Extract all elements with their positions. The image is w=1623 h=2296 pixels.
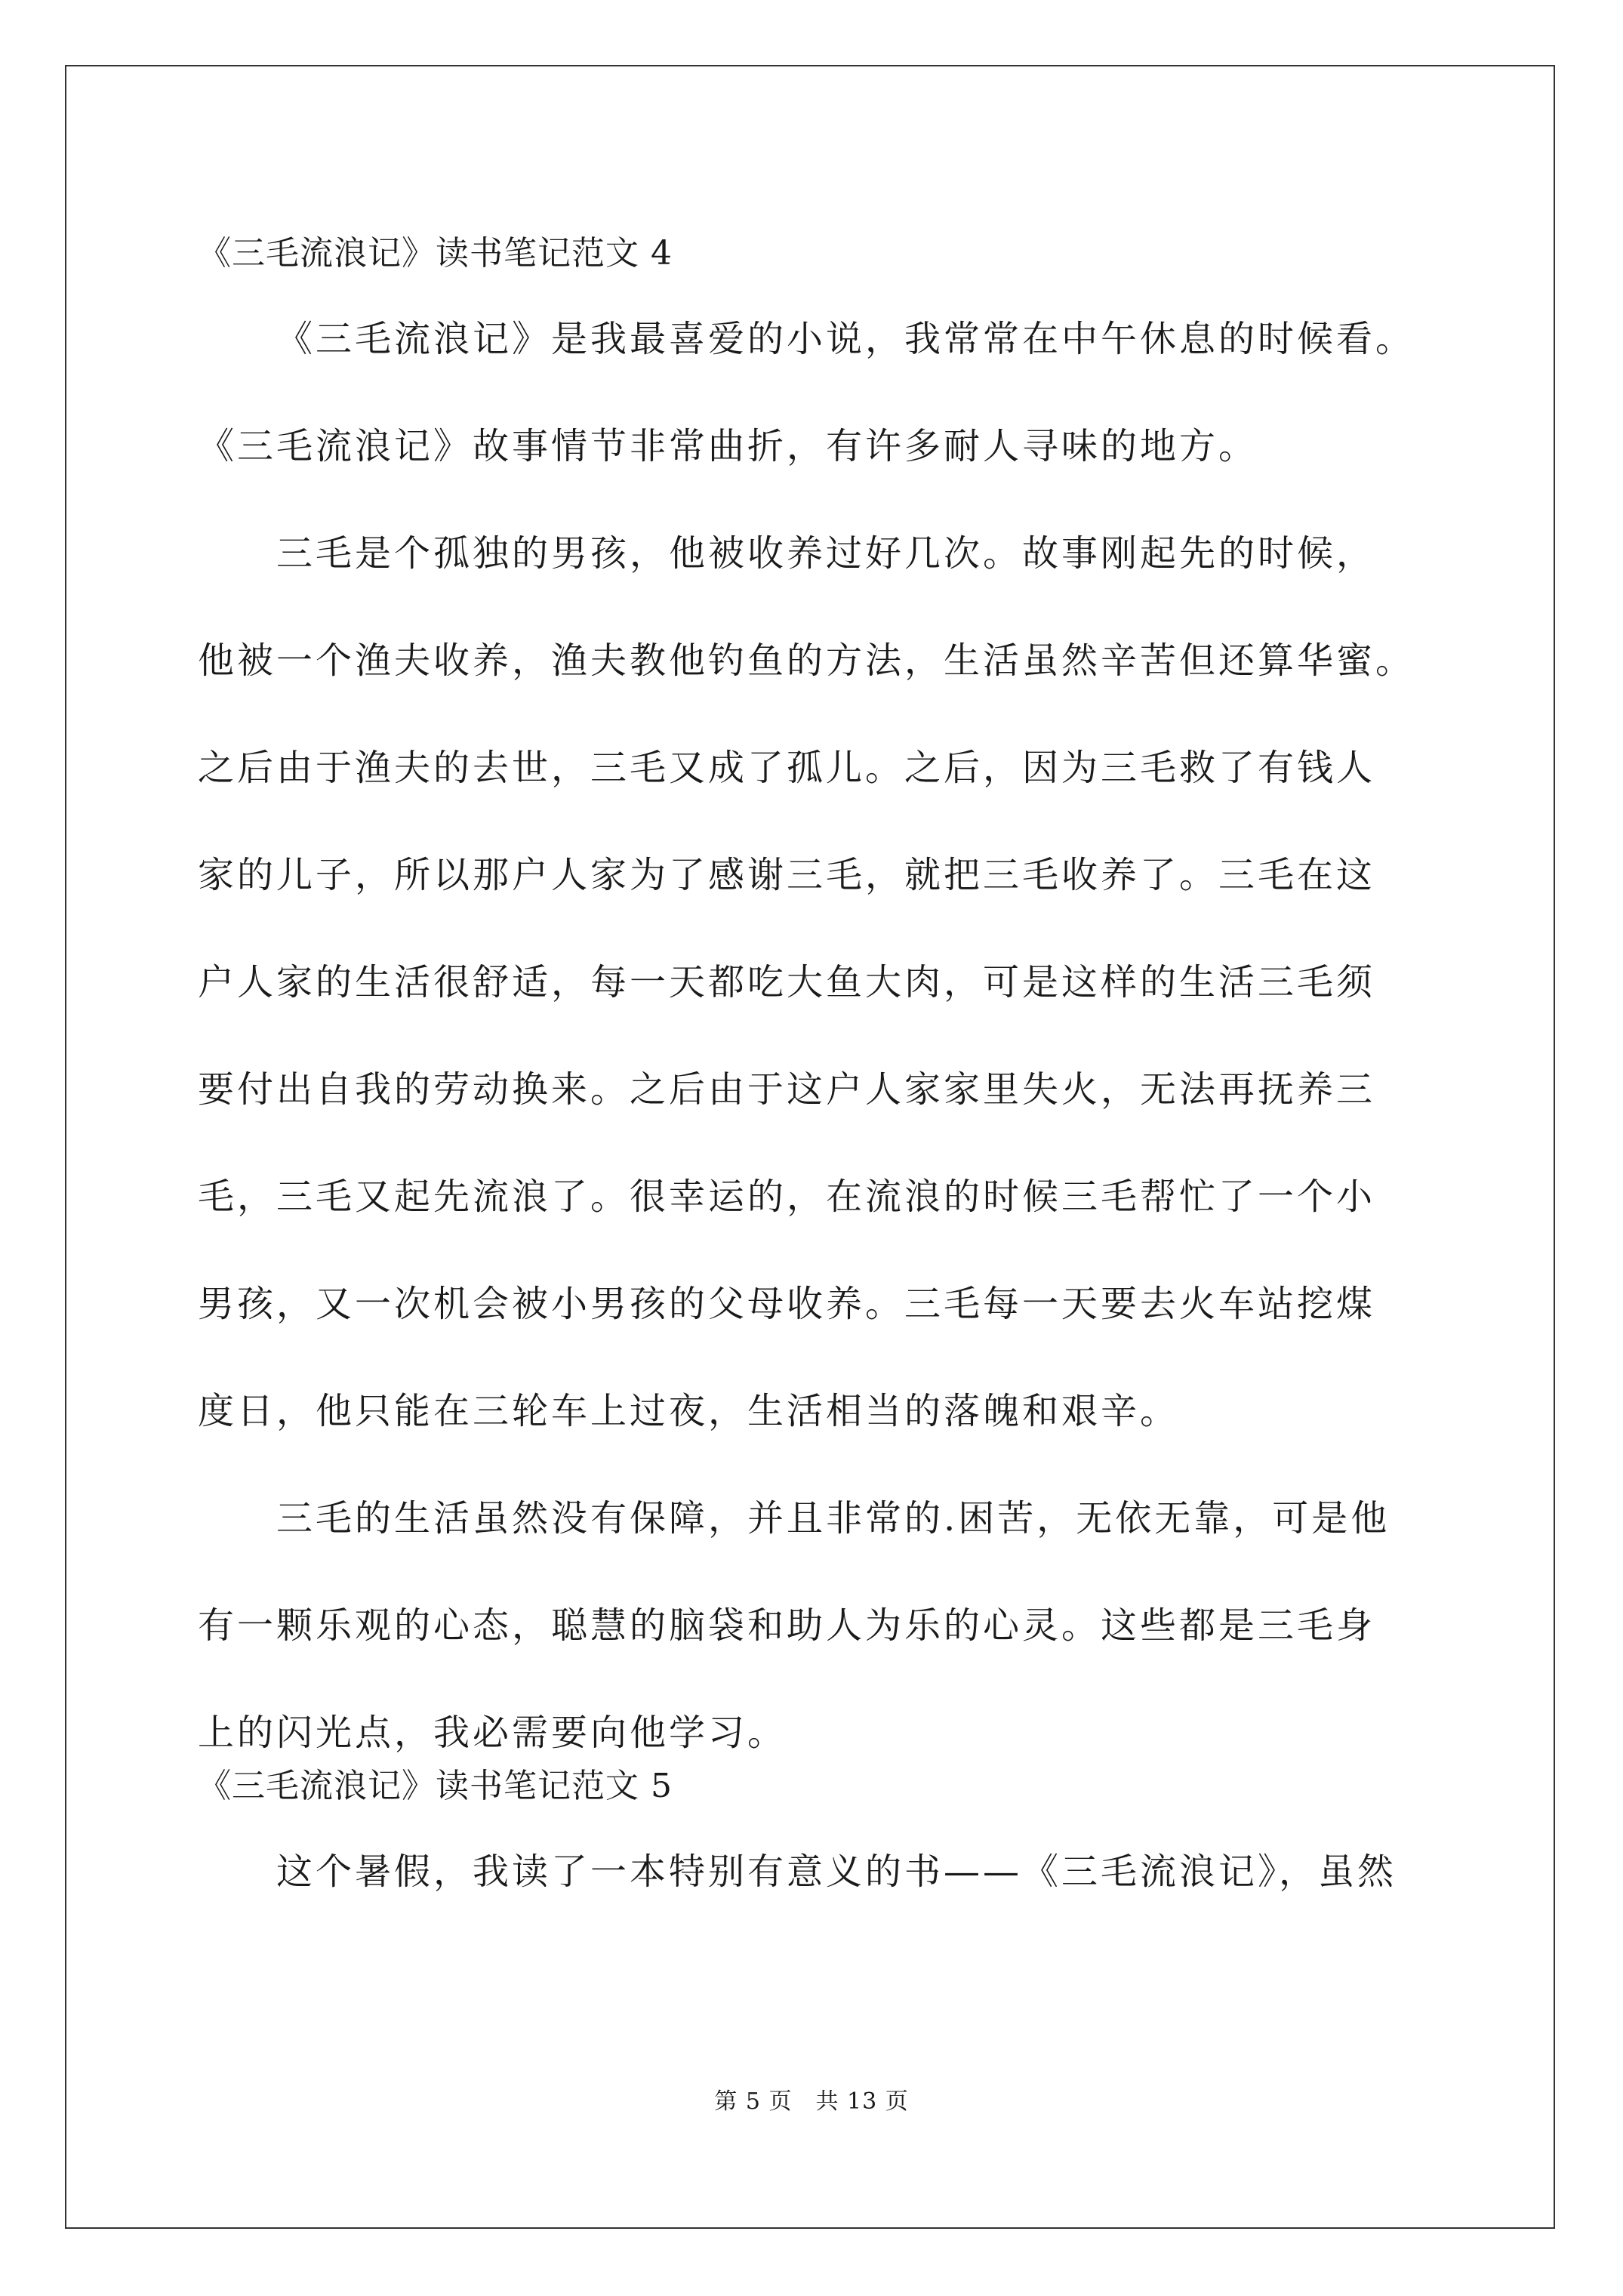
paragraph (198, 1465, 1481, 1786)
paragraph-line: 这个暑假，我读了一本特别有意义的书——《三毛流浪记》，虽然 (276, 1851, 1397, 1893)
paragraph-line: 他被一个渔夫收养，渔夫教他钓鱼的方法，生活虽然辛苦但还算华蜜。 (198, 639, 1415, 682)
paragraph-line: 三毛的生活虽然没有保障，并且非常的.困苦，无依无靠，可是他 (276, 1497, 1390, 1539)
paragraph-line: 三毛是个孤独的男孩，他被收养过好几次。故事刚起先的时候， (276, 532, 1376, 575)
paragraph-line: 《三毛流浪记》是我最喜爱的小说，我常常在中午休息的时候看。 (276, 318, 1415, 360)
paragraph-line: 之后由于渔夫的去世，三毛又成了孤儿。之后，因为三毛救了有钱人 (198, 747, 1376, 789)
paragraph-line: 男孩，又一次机会被小男孩的父母收养。三毛每一天要去火车站挖煤 (198, 1283, 1376, 1325)
section-heading: 《三毛流浪记》读书笔记范文 5 (198, 1767, 673, 1805)
paragraph (198, 285, 1481, 500)
paragraph (198, 1818, 1481, 1925)
paragraph-line: 度日，他只能在三轮车上过夜，生活相当的落魄和艰辛。 (198, 1390, 1180, 1432)
paragraph-line: 要付出自我的劳动换来。之后由于这户人家家里失火，无法再抚养三 (198, 1068, 1376, 1111)
paragraph-line: 毛，三毛又起先流浪了。很幸运的，在流浪的时候三毛帮忙了一个小 (198, 1176, 1376, 1218)
paragraph-line: 有一颗乐观的心态，聪慧的脑袋和助人为乐的心灵。这些都是三毛身 (198, 1604, 1376, 1647)
paragraph-line: 《三毛流浪记》故事情节非常曲折，有许多耐人寻味的地方。 (198, 425, 1258, 467)
paragraph-line: 家的儿子，所以那户人家为了感谢三毛，就把三毛收养了。三毛在这 (198, 854, 1376, 896)
page-number-footer: 第 5 页 共 13 页 (714, 2088, 909, 2115)
section-heading: 《三毛流浪记》读书笔记范文 4 (198, 234, 673, 273)
paragraph-line: 上的闪光点，我必需要向他学习。 (198, 1712, 787, 1754)
paragraph (198, 500, 1481, 1465)
paragraph-line: 户人家的生活很舒适，每一天都吃大鱼大肉，可是这样的生活三毛须 (198, 961, 1376, 1003)
